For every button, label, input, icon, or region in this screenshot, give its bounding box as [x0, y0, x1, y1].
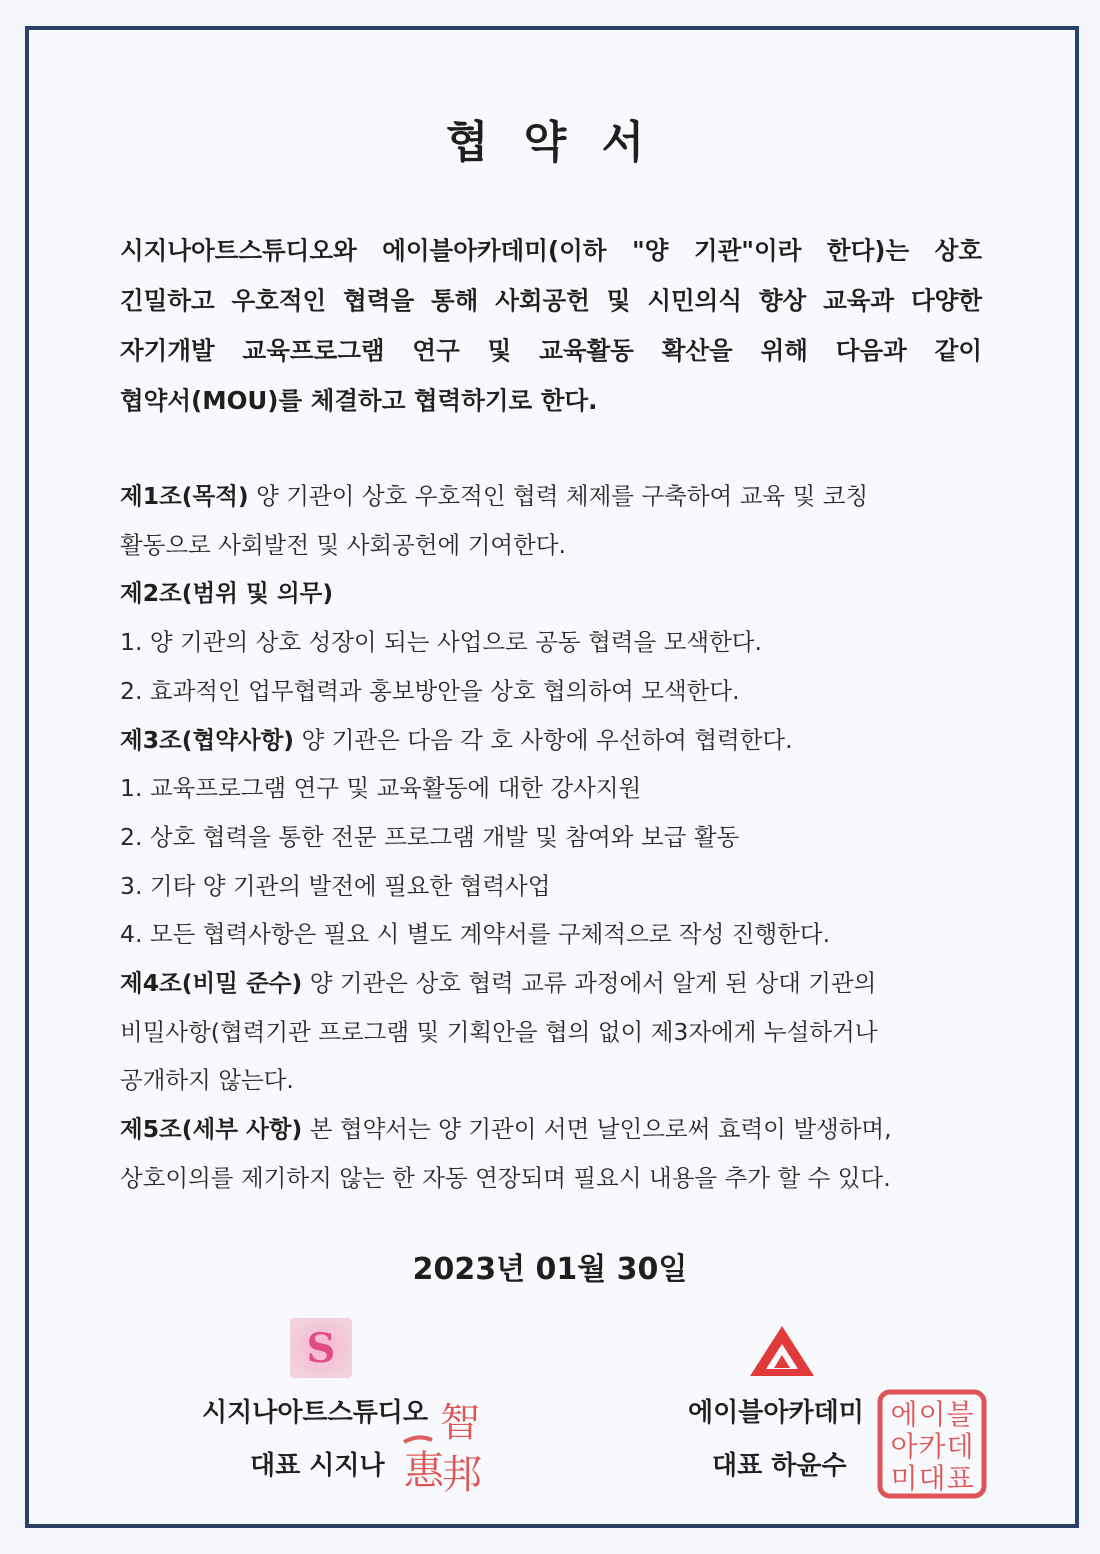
seal-char: 이 — [918, 1398, 946, 1431]
article-item: 1. 양 기관의 상호 성장이 되는 사업으로 공동 협력을 모색한다. — [120, 628, 762, 657]
seal-char: 惠 — [404, 1448, 444, 1494]
article-item: 4. 모든 협력사항은 필요 시 별도 계약서를 구체적으로 작성 진행한다. — [120, 920, 831, 949]
article-text: 활동으로 사회발전 및 사회공헌에 기여한다. — [120, 530, 566, 559]
article-text: 양 기관은 다음 각 호 사항에 우선하여 협력한다. — [294, 725, 793, 754]
article-heading: 제4조(비밀 준수) — [120, 969, 303, 998]
left-party-rep: 대표 시지나 — [250, 1451, 385, 1481]
seal-char: 邦 — [442, 1452, 482, 1498]
intro-line: 시지나아트스튜디오와 에이블아카데미(이하 "양 기관"이라 한다)는 상호 — [120, 236, 982, 265]
article-heading: 제5조(세부 사항) — [120, 1115, 303, 1144]
intro-paragraph — [120, 226, 982, 426]
seal-char: 미 — [890, 1462, 918, 1495]
article-item: 1. 교육프로그램 연구 및 교육활동에 대한 강사지원 — [120, 774, 642, 803]
seal-char: 카 — [918, 1430, 946, 1463]
intro-line: 자기개발 교육프로그램 연구 및 교육활동 확산을 위해 다음과 같이 — [120, 336, 982, 365]
article-2 — [120, 569, 1000, 618]
right-party-org: 에이블아카데미 — [688, 1398, 864, 1428]
academy-logo-icon — [748, 1324, 816, 1378]
document-title: 협 약 서 — [445, 117, 655, 168]
seal-char: 智 — [440, 1400, 480, 1446]
logo-letter: S — [306, 1325, 336, 1372]
article-4 — [120, 959, 1000, 1008]
article-item: 3. 기타 양 기관의 발전에 필요한 협력사업 — [120, 871, 551, 900]
article-text: 공개하지 않는다. — [120, 1066, 294, 1095]
article-text: 양 기관은 상호 협력 교류 과정에서 알게 된 상대 기관의 — [302, 969, 877, 998]
article-item: 2. 효과적인 업무협력과 홍보방안을 상호 협의하여 모색한다. — [120, 676, 740, 705]
intro-line: 긴밀하고 우호적인 협력을 통해 사회공헌 및 시민의식 향상 교육과 다양한 — [120, 286, 982, 315]
article-heading: 제1조(목적) — [120, 482, 249, 510]
article-1 — [120, 472, 1000, 521]
article-text: 양 기관이 상호 우호적인 협력 체제를 구축하여 교육 및 코칭 — [248, 482, 869, 510]
seal-char: 에 — [890, 1398, 918, 1431]
seal-char: 블 — [946, 1398, 974, 1431]
article-5 — [120, 1105, 1000, 1154]
article-text: 상호이의를 제기하지 않는 한 자동 연장되며 필요시 내용을 추가 할 수 있다. — [120, 1163, 891, 1192]
article-item: 2. 상호 협력을 통한 전문 프로그램 개발 및 참여와 보급 활동 — [120, 822, 740, 851]
seal-char: 아 — [890, 1430, 918, 1463]
articles — [120, 472, 1000, 1203]
right-party-rep: 대표 하윤수 — [712, 1451, 847, 1481]
left-seal-icon — [398, 1396, 486, 1512]
seal-char: 대 — [918, 1462, 946, 1495]
article-3 — [120, 716, 1000, 765]
article-text: 비밀사항(협력기관 프로그램 및 기획안을 협의 없이 제3자에게 누설하거나 — [120, 1017, 878, 1046]
article-text: 본 협약서는 양 기관이 서면 날인으로써 효력이 발생하며, — [302, 1115, 892, 1144]
left-party-org: 시지나아트스튜디오 — [202, 1398, 429, 1428]
article-heading: 제3조(협약사항) — [120, 725, 295, 754]
intro-line: 협약서(MOU)를 체결하고 협력하기로 한다. — [120, 386, 598, 415]
article-heading: 제2조(범위 및 의무) — [120, 579, 334, 608]
studio-logo-icon — [290, 1318, 352, 1378]
seal-char: 데 — [946, 1430, 974, 1463]
right-seal-icon — [876, 1388, 988, 1500]
seal-char: 표 — [946, 1462, 974, 1495]
signing-date: 2023년 01월 30일 — [412, 1252, 688, 1287]
